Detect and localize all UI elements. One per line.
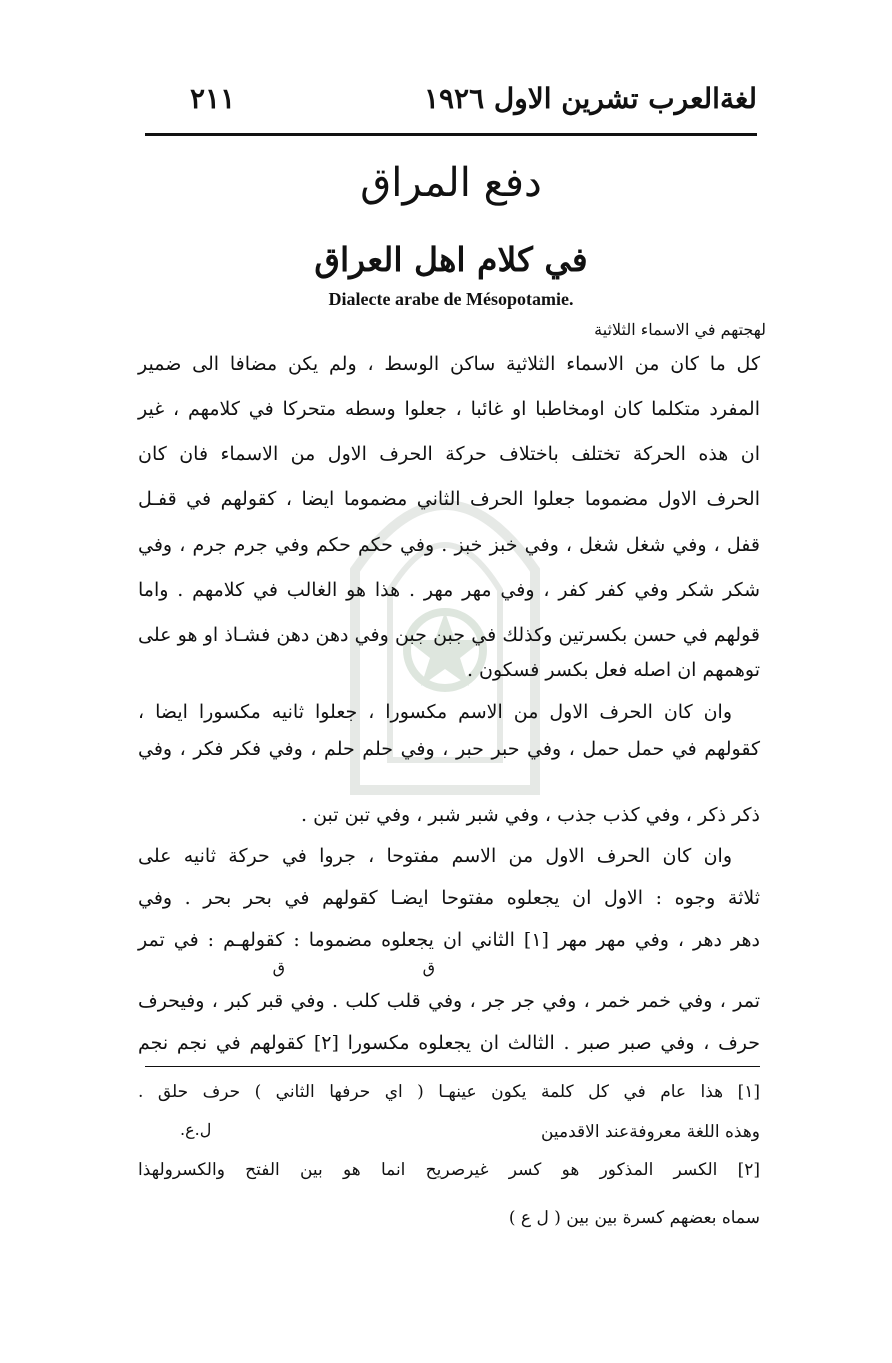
article-subtitle: في كلام اهل العراق bbox=[314, 240, 588, 279]
footnote-2-line-2: سماه بعضهم كسرة بين بين ( ل ع ) bbox=[508, 1208, 760, 1228]
article-title: دفع المراق bbox=[360, 160, 542, 206]
body-line-1: كل ما كان من الاسماء الثلاثية ساكن الوسط ، ولم يكن مضافا الى ضمير bbox=[138, 353, 760, 375]
running-title: لغةالعرب تشرين الاول ١٩٢٦ bbox=[423, 82, 757, 115]
body-line-10: كقولهم في حمل حمل ، وفي حبر حبر ، وفي حلم حلم ، وفي فكر فكر ، وفي bbox=[138, 738, 760, 760]
interlinear-mark-1: ق bbox=[422, 958, 435, 977]
section-heading: لهجتهم في الاسماء الثلاثية bbox=[594, 320, 766, 339]
body-line-13: ثلاثة وجوه : الاول ان يجعلوه مفتوحا ايضـا كقولهم في بحر بحر . وفي bbox=[138, 887, 760, 909]
body-line-14: دهر دهر ، وفي مهر مهر [١] الثاني ان يجعلوه مضموما : كقولهـم : في تمر bbox=[138, 929, 760, 951]
page-number: ٢١١ bbox=[190, 82, 236, 115]
body-line-12: وان كان الحرف الاول من الاسم مفتوحا ، جروا في حركة ثانيه على bbox=[138, 845, 732, 867]
footnote-1-signature: ل.ع. bbox=[180, 1120, 212, 1139]
body-line-6: شكر شكر وفي كفر كفر ، وفي مهر مهر . هذا هو الغالب في كلامهم . واما bbox=[138, 579, 760, 601]
body-line-8: توهمهم ان اصله فعل بكسر فسكون . bbox=[466, 659, 760, 681]
body-line-2: المفرد متكلما كان اومخاطبا او غائبا ، جعلوا وسطه متحركا في كلامهم ، غير bbox=[138, 398, 760, 420]
footnote-2-line-1: [٢] الكسر المذكور هو كسر غيرصريح انما هو بين الفتح والكسرولهذا bbox=[138, 1160, 760, 1180]
body-line-4: الحرف الاول مضموما جعلوا الحرف الثاني مضموما ايضا ، كقولهم في قفـل bbox=[138, 488, 760, 510]
body-line-11: ذكر ذكر ، وفي كذب جذب ، وفي شبر شبر ، وفي تبن تبن . bbox=[300, 804, 760, 826]
interlinear-marks bbox=[245, 958, 445, 980]
body-line-9: وان كان الحرف الاول من الاسم مكسورا ، جعلوا ثانيه مكسورا ايضا ، bbox=[138, 701, 732, 723]
body-line-16: حرف ، وفي صبر صبر . الثالث ان يجعلوه مكسورا [٢] كقولهم في نجم نجم bbox=[138, 1032, 760, 1054]
footnote-separator bbox=[145, 1066, 760, 1067]
body-line-7: قولهم في حسن بكسرتين وكذلك في جبن جبن وفي دهن دهن فشـاذ او هو على bbox=[138, 624, 760, 646]
footnote-1-line-1: [١] هذا عام في كل كلمة يكون عينهـا ( اي حرفها الثاني ) حرف حلق . bbox=[138, 1082, 760, 1102]
body-line-3: ان هذه الحركة تختلف باختلاف حركة الحرف الاول من الاسماء فان كان bbox=[138, 443, 760, 465]
running-head bbox=[145, 82, 757, 122]
header-rule bbox=[145, 133, 757, 136]
latin-subtitle: Dialecte arabe de Mésopotamie. bbox=[328, 289, 574, 309]
body-line-15: تمر ، وفي خمر خمر ، وفي جر جر ، وفي قلب كلب . وفي قبر كبر ، وفيحرف bbox=[138, 990, 760, 1012]
body-line-5: قفل ، وفي شغل شغل ، وفي خبز خبز . وفي حكم حكم وفي جرم جرم ، وفي bbox=[138, 534, 760, 556]
interlinear-mark-2: ق bbox=[272, 958, 285, 977]
footnote-1-line-2: وهذه اللغة معروفةعند الاقدمين bbox=[540, 1122, 760, 1142]
